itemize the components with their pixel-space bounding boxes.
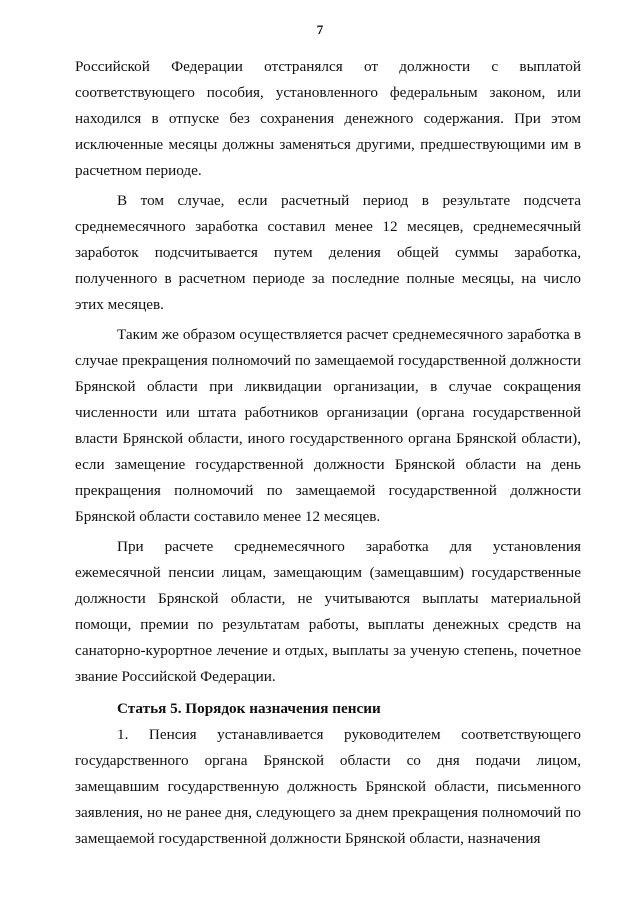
article-heading: Статья 5. Порядок назначения пенсии (117, 700, 381, 717)
paragraph-continuation: Российской Федерации отстранялся от должности с выплатой соответствующего пособия, установленного федеральным законом, или находился в отпуске без сохранения денежного содержания. При этом исключенные месяцы должны заменяться другими, предшествующими им в расчетном периоде. (75, 58, 581, 179)
paragraph-calculation-period: В том случае, если расчетный период в результате подсчета среднемесячного заработка составил менее 12 месяцев, среднемесячный заработок подсчитывается путем деления общей суммы заработка, полученного в расчетном периоде за последние полные месяцы, на число этих месяцев. (75, 192, 581, 313)
article-paragraph-1: 1. Пенсия устанавливается руководителем соответствующего государственного органа Брянской области со дня подачи лицом, замещавшим государственную должность Брянской области, письменного заявления, но не ранее дня, следующего за днем прекращения полномочий по замещаемой государственной должности Брянской области, назначения (75, 726, 581, 847)
paragraph-liquidation: Таким же образом осуществляется расчет среднемесячного заработка в случае прекращения полномочий по замещаемой государственной должности Брянской области при ликвидации организации, в случае сокращения численности или штата работников организации (органа государственной власти Брянской области, иного государственного органа Брянской области), если замещение государственной должности Брянской области на день прекращения полномочий по замещаемой государственной должности Брянской области составило менее 12 месяцев. (75, 326, 581, 525)
paragraph-exclusions: При расчете среднемесячного заработка для установления ежемесячной пенсии лицам, замещающим (замещавшим) государственные должности Брянской области, не учитываются выплаты материальной помощи, премии по результатам работы, выплаты денежных средств на санаторно-курортное лечение и отдых, выплаты за ученую степень, почетное звание Российской Федерации. (75, 538, 581, 685)
document-body (75, 54, 581, 852)
page-number: 7 (316, 22, 324, 37)
